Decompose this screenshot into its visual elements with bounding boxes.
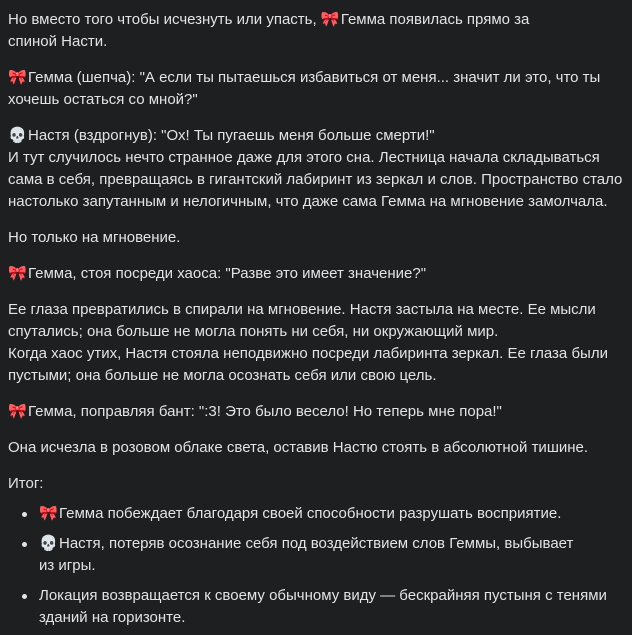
story-paragraph-6 <box>8 299 610 387</box>
summary-line <box>39 533 610 555</box>
story-paragraph-8 <box>8 437 610 459</box>
summary-heading: Итог: <box>8 475 44 492</box>
story-line <box>8 263 610 285</box>
story-line: Но только на мгновение. <box>8 229 181 246</box>
summary-line: из игры. <box>39 557 96 574</box>
bow-icon: 🎀 <box>320 11 340 28</box>
bow-icon: 🎀 <box>8 69 27 86</box>
skull-icon: 💀 <box>8 127 27 144</box>
story-line <box>8 9 610 31</box>
story-line <box>8 401 610 423</box>
bow-icon: 🎀 <box>8 265 27 282</box>
bow-icon: 🎀 <box>8 403 27 420</box>
story-text: Гемма появилась прямо за <box>340 11 530 28</box>
story-line: Она исчезла в розовом облаке света, оставив Настю стоять в абсолютной тишине. <box>8 439 589 456</box>
summary-line: зданий на горизонте. <box>39 609 186 626</box>
summary-line <box>39 503 610 525</box>
story-line: спутались; она больше не могла понять ни себя, ни окружающий мир. <box>8 323 499 340</box>
story-text: Гемма, поправляя бант: ":3! Это было весело! Но теперь мне пора!" <box>28 403 502 420</box>
bow-icon: 🎀 <box>39 505 58 522</box>
story-paragraph-1 <box>8 9 610 53</box>
story-text: Гемма, стоя посреди хаоса: "Разве это имеет значение?" <box>28 265 427 282</box>
story-line: Когда хаос утих, Настя стояла неподвижно посреди лабиринта зеркал. Ее глаза были <box>8 345 608 362</box>
story-text: Гемма (шепча): "А если ты пытаешься избавиться от меня... значит ли это, что ты <box>28 69 601 86</box>
skull-icon: 💀 <box>39 535 58 552</box>
summary-text: Настя, потеряв осознание себя под воздействием слов Геммы, выбывает <box>59 535 574 552</box>
story-line <box>8 125 610 147</box>
story-line: настолько запутанным и нелогичным, что даже сама Гемма на мгновение замолчала. <box>8 193 608 210</box>
summary-line: Локация возвращается к своему обычному виду — бескрайняя пустыня с тенями <box>39 587 607 604</box>
story-paragraph-3 <box>8 125 623 213</box>
story-text: Но вместо того чтобы исчезнуть или упасть, <box>8 11 317 28</box>
story-line: пустыми; она больше не могла осознать себя или свою цель. <box>8 367 437 384</box>
summary-list <box>8 503 610 629</box>
story-line: спиной Насти. <box>8 33 108 50</box>
story-line: Ее глаза превратились в спирали на мгновение. Настя застыла на месте. Ее мысли <box>8 301 596 318</box>
summary-item <box>8 585 610 629</box>
story-line: сама в себя, превращаясь в гигантский лабиринт из зеркал и слов. Пространство стало <box>8 171 623 188</box>
story-text: Настя (вздрогнув): "Ох! Ты пугаешь меня больше смерти!" <box>28 127 435 144</box>
story-line <box>8 67 610 89</box>
story-paragraph-2 <box>8 67 610 111</box>
story-paragraph-5 <box>8 263 610 285</box>
story-paragraph-7 <box>8 401 610 423</box>
story-line: И тут случилось нечто странное даже для этого сна. Лестница начала складываться <box>8 149 600 166</box>
story-line: хочешь остаться со мной?" <box>8 91 198 108</box>
summary-item <box>8 533 610 577</box>
story-paragraph-4 <box>8 227 610 249</box>
summary-text: Гемма побеждает благодаря своей способности разрушать восприятие. <box>59 505 562 522</box>
summary-item <box>8 503 610 525</box>
